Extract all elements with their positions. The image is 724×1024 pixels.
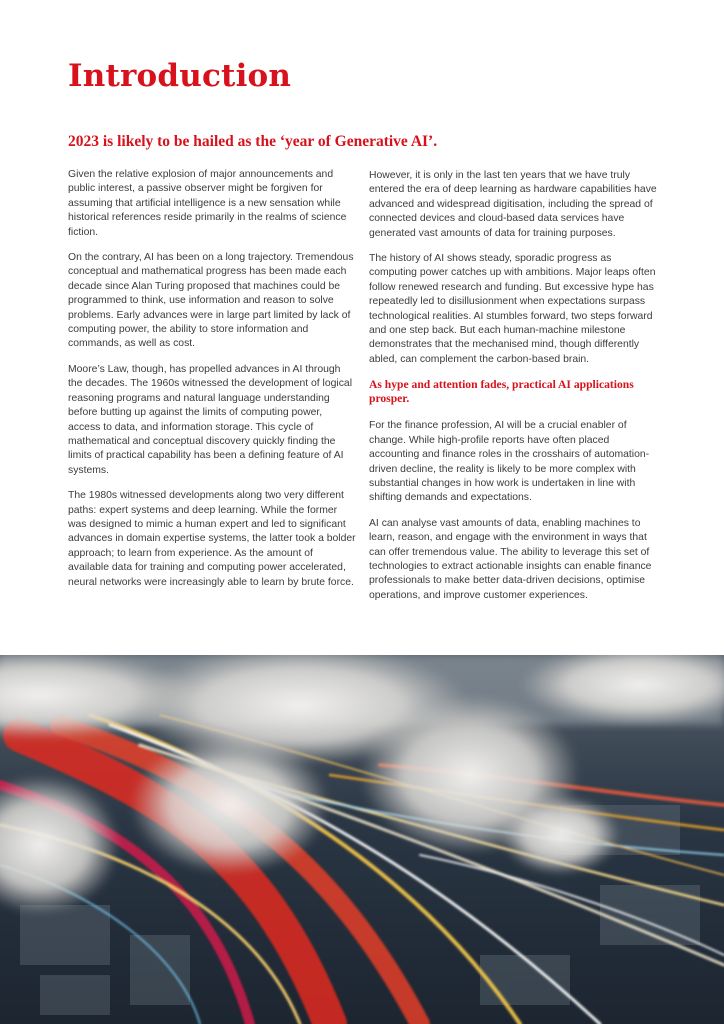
paragraph: On the contrary, AI has been on a long trajectory. Tremendous conceptual and mathematical progress has been made each decade since Alan Turing proposed that machines could be programmed to think, use information and reason to solve problems. Early advances were in large part limited by lack of computing power, the ability to store information and commands, as well as cost.	[68, 252, 354, 350]
paragraph: The history of AI shows steady, sporadic progress as computing power catches up with ambitions. Major leaps often follow renewed research and funding. But excessive hype has repeatedly led to disillusionment when expectations surpass technological realities. AI stumbles forward, two steps forward and one step back. But each human-machine milestone demonstrates that the mechanised mind, though differently abled, can complement the carbon-based brain.	[369, 253, 656, 365]
page-subtitle: 2023 is likely to be hailed as the ‘year of Generative AI’.	[68, 133, 438, 150]
hero-image	[0, 655, 724, 1024]
section-heading: As hype and attention fades, practical AI applications prosper.	[369, 378, 634, 406]
paragraph: Given the relative explosion of major announcements and public interest, a passive observer might be forgiven for assuming that artificial intelligence is a new sensation while historical references reside primarily in the realms of science fiction.	[68, 169, 347, 238]
paragraph: The 1980s witnessed developments along two very different paths: expert systems and deep learning. While the former was designed to mimic a human expert and led to significant advances in domain expertise systems, the latter took a bolder approach; to learn from experience. As the amount of available data for training and computing power accelerated, neural networks were increasingly able to learn by brute force.	[68, 490, 356, 588]
paragraph: For the finance profession, AI will be a crucial enabler of change. While high-profile reports have often placed accounting and finance roles in the crosshairs of automation-driven decline, the reality is likely to be more complex with substantial changes in how work is undertaken in line with shifting demands and expectations.	[369, 420, 650, 504]
paragraph: AI can analyse vast amounts of data, enabling machines to learn, reason, and engage with the environment in ways that can offer tremendous value. The ability to leverage this set of technologies to extract actionable insights can enable finance professionals to make better data-driven decisions, optimise operations, and improve customer experiences.	[369, 517, 652, 601]
page-title: Introduction	[68, 58, 292, 94]
paragraph: However, it is only in the last ten years that we have truly entered the era of deep learning as hardware capabilities have advanced and widespread digitisation, including the spread of connected devices and cloud-based data services have generated vast amounts of data for training purposes.	[369, 170, 657, 239]
left-column	[68, 168, 356, 601]
paragraph: Moore’s Law, though, has propelled advances in AI through the decades. The 1960s witnessed the development of logical reasoning programs and natural language understanding before butting up against the limits of computing power, access to data, and information storage. This cycle of mathematical and conceptual discovery quickly finding the limits of practical capability has been a defining feature of AI systems.	[68, 363, 353, 476]
aerial-light-trails-illustration	[0, 655, 724, 1024]
right-column	[369, 169, 659, 614]
